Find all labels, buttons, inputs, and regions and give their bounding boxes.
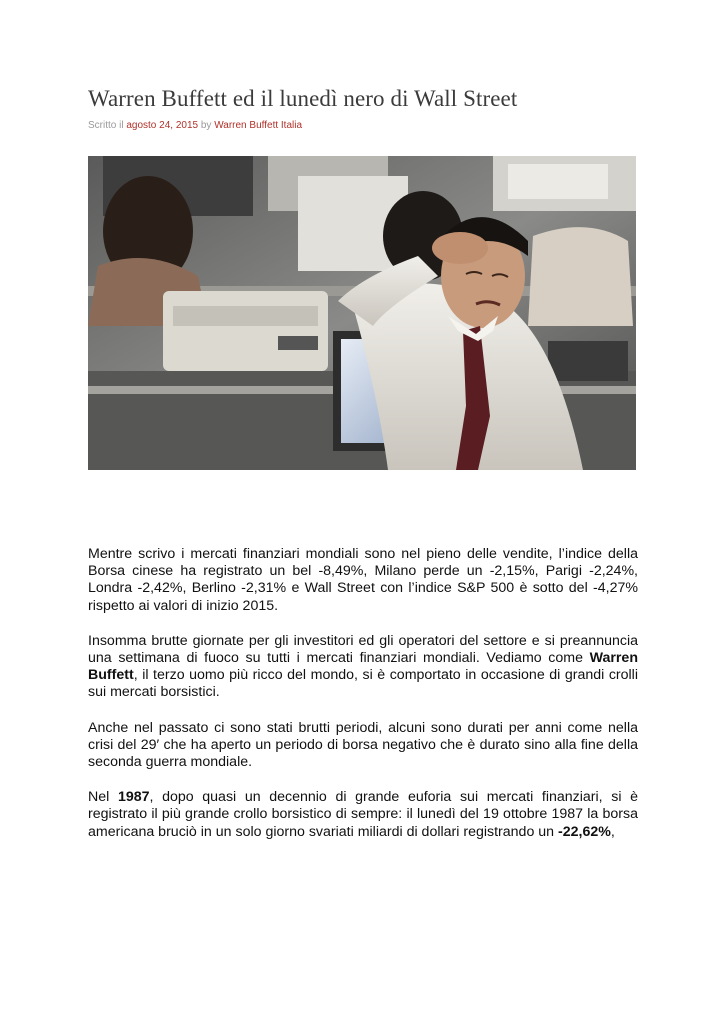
meta-prefix: Scritto il [88,120,124,131]
meta-by: by [200,120,212,131]
bold-crash-percent: -22,62% [558,823,611,840]
post-meta [88,120,302,131]
bold-year-1987: 1987 [117,789,150,806]
featured-photo [88,156,636,470]
paragraph-3: Anche nel passato ci sono stati brutti periodi, alcuni sono durati per anni come nella crisi del 29′ che ha aperto un periodo di borsa negativo che è durato sino alla fine della seconda guerra mondiale. [88,719,638,771]
post-date-link[interactable]: agosto 24, 2015 [126,120,199,131]
paragraph-2: Insomma brutte giornate per gli investitori ed gli operatori del settore e si preannuncia una settimana di fuoco su tutti i mercati finanziari mondiali. Vediamo come Warren Buffett, il terzo uomo più ricco del mondo, si è comportato in occasione di grandi crolli sui mercati borsistici. [88,632,638,701]
paragraph-1: Mentre scrivo i mercati finanziari mondiali sono nel pieno delle vendite, l’indice della Borsa cinese ha registrato un bel -8,49%, Milano perde un -2,15%, Parigi -2,24%, Londra -2,42%, Berlino -2,31% e Wall Street con l’indice S&P 500 è sotto del -4,27% rispetto ai valori di inizio 2015. [88,546,638,614]
bold-warren-buffett: Warren Buffett [88,650,638,684]
post-title: Warren Buffett ed il lunedì nero di Wall Street [88,86,518,111]
article-body [88,546,638,859]
post-author-link[interactable]: Warren Buffett Italia [214,120,303,131]
paragraph-4: Nel 1987, dopo quasi un decennio di grande euforia sui mercati finanziari, si è registrato il più grande crollo borsistico di sempre: il lunedì del 19 ottobre 1987 la borsa americana bruciò in un solo giorno svariati miliardi di dollari registrando un -22,62%, [88,789,638,840]
